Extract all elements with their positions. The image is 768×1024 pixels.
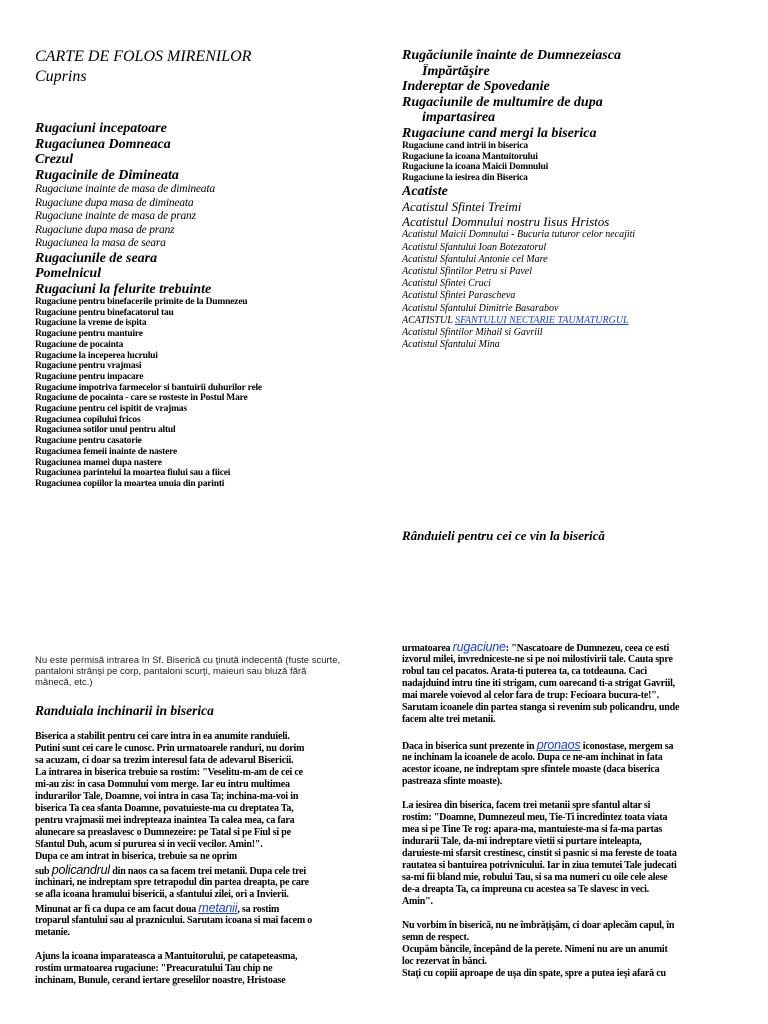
left-toc-item-label: Rugaciune la inceperea lucrului <box>35 350 158 361</box>
right-toc-item-link[interactable]: SFANTULUI NECTARIE TAUMATURGUL <box>455 314 629 326</box>
left-toc-item-label: Rugaciunile de seara <box>35 250 158 266</box>
text-run: urmatoarea <box>402 643 453 654</box>
right-toc-item-label: Acatistul Sfantului Mina <box>402 339 500 351</box>
left-toc-item-label: Rugaciunea copiilor la moartea unuia din parinti <box>35 478 225 489</box>
paragraph-line: Amin". <box>402 896 433 907</box>
left-toc-item-label: Rugaciune pentru cel ispitit de vrajmas <box>35 404 187 415</box>
left-toc-item[interactable] <box>35 383 385 394</box>
paragraph-line: metanie. <box>35 927 70 938</box>
right-toc-item[interactable] <box>402 110 747 126</box>
paragraph-line: alunecare sa preaslavesc o Dumnezeire: pe Tatal si pe Fiul si pe <box>35 827 291 838</box>
left-toc-item[interactable] <box>35 318 385 329</box>
paragraph-line: rostim urmatoarea rugaciune: "Preacuratului Tau chip ne <box>35 963 273 974</box>
left-toc-item[interactable] <box>35 436 385 447</box>
right-paragraph-1 <box>402 640 742 726</box>
paragraph-line: Ocupăm băncile, începând de la perete. Nimeni nu are un anumit <box>402 944 668 955</box>
left-toc-item[interactable] <box>35 458 385 469</box>
paragraph-line: rostim: "Doamne, Dumnezeul meu, Tie-Ti incredintez toata viata <box>402 812 668 823</box>
left-toc-item-label: Rugaciunea Domneaca <box>35 136 171 152</box>
term-policandrul: policandrul <box>51 863 110 877</box>
book-title: CARTE DE FOLOS MIRENILOR <box>35 48 252 65</box>
right-toc-item[interactable] <box>402 339 747 351</box>
paragraph-line: mi-au zis: in casa Domnului vom merge. Iar eu intru multimea <box>35 779 290 790</box>
left-toc-item[interactable] <box>35 404 385 415</box>
paragraph-line: acestor icoane, ne indreptam spre sfintele moaste (daca biserica <box>402 764 660 775</box>
left-toc-item-label: Rugaciune de pocainta <box>35 339 124 350</box>
right-toc-item[interactable] <box>402 173 747 184</box>
right-toc-item-label: Acatistul Sfintilor Mihail si Gavriil <box>402 326 543 338</box>
paragraph-line: sa-mi fii bland mie, robului Tau, si sa ma numeri cu oile cele alese <box>402 872 668 883</box>
left-toc-item-label: Rugaciune de pocainta - care se rosteste in Postul Mare <box>35 393 248 404</box>
right-toc-item[interactable] <box>402 141 747 152</box>
right-paragraph-2 <box>402 738 742 788</box>
right-toc-item-label: Acatistul Sfintilor Petru si Pavel <box>402 265 532 277</box>
paragraph-line: indurarilor Tale, Doamne, voi intra in casa Ta; inchina-ma-voi in <box>35 791 299 802</box>
left-toc <box>35 48 385 490</box>
right-toc-item[interactable] <box>402 266 747 278</box>
left-toc-item-label: Rugaciune dupa masa de pranz <box>35 223 175 236</box>
rugaciune-link[interactable]: rugaciune <box>452 640 506 654</box>
left-toc-list <box>35 121 385 490</box>
right-toc-item-label: Acatistul Sfantului Antonie cel Mare <box>402 253 548 265</box>
left-toc-item[interactable] <box>35 372 385 383</box>
left-toc-item[interactable] <box>35 152 385 168</box>
right-toc-list <box>402 48 747 351</box>
contents-label: Cuprins <box>35 68 87 85</box>
left-toc-item[interactable] <box>35 210 385 224</box>
paragraph-line: izvorul milei, invredniceste-ne si pe noi milostivirii tale. Cauta spre <box>402 654 673 665</box>
left-toc-item[interactable] <box>35 329 385 340</box>
notice-line: mânecă, etc.) <box>35 677 93 688</box>
text-run: Minunat ar fi ca dupa ce am facut doua <box>35 904 199 915</box>
right-toc-item-label: Acatistul Domnului nostru Iisus Hristos <box>402 214 610 230</box>
paragraph-line: rautatea si bantuirea potrivnicului. Iar in ziua temutei Tale judecati <box>402 860 677 871</box>
right-toc-item-label: Acatistul Sfintei Treimi <box>402 199 522 215</box>
left-paragraph-2 <box>35 951 375 987</box>
pronaos-line <box>402 738 742 752</box>
right-toc-item[interactable] <box>402 199 747 214</box>
left-paragraph-1 <box>35 731 375 939</box>
text-run: Daca in biserica sunt prezente in <box>402 741 537 752</box>
paragraph-line: Ajuns la icoana imparateasca a Mantuitorului, pe catapeteasma, <box>35 951 298 962</box>
right-toc-item-label: Acatistul Sfantului Dimitrie Basarabov <box>402 302 559 314</box>
paragraph-line: La intrarea in biserica trebuie sa rostim: "Veselitu-m-am de cei ce <box>35 767 303 778</box>
right-toc-item-label: Acatistul Sfintei Cruci <box>402 278 491 290</box>
left-toc-item-label: Rugaciuni incepatoare <box>35 121 167 136</box>
policandru-line <box>35 863 375 877</box>
left-toc-item-label: Pomelnicul <box>35 266 102 281</box>
left-toc-item-label: Rugaciunea parintelui la moartea fiului sau a fiicei <box>35 468 231 479</box>
paragraph-line: facem alte trei metanii. <box>402 714 496 725</box>
left-body <box>35 655 375 987</box>
left-toc-item-label: Rugaciune pentru vrajmasi <box>35 361 142 372</box>
right-toc-item[interactable] <box>402 48 747 64</box>
right-toc-item[interactable] <box>402 162 747 173</box>
right-toc-item-label: Rugaciune la icoana Mantuitorului <box>402 151 538 162</box>
right-toc-item-label: Rugaciune cand intrii in biserica <box>402 141 528 151</box>
left-toc-item-label: Rugaciune pentru mantuire <box>35 329 143 340</box>
right-toc-item[interactable] <box>402 126 747 142</box>
metanii-line <box>35 901 375 915</box>
left-toc-item-label: Rugaciunea la masa de seara <box>35 237 166 249</box>
text-run: din naos ca sa facem trei metanii. Dupa cele trei <box>109 866 306 877</box>
right-toc-item[interactable] <box>402 290 747 302</box>
left-toc-item[interactable] <box>35 425 385 436</box>
right-toc-item[interactable] <box>402 278 747 290</box>
notice-line: pantaloni strânşi pe corp, pantaloni scurţi, maieuri sau bluză fără <box>35 666 307 677</box>
paragraph-line: loc rezervat în bănci. <box>402 956 487 967</box>
left-toc-item[interactable] <box>35 447 385 458</box>
right-toc-item[interactable] <box>402 229 747 241</box>
metanii-link[interactable]: metanii <box>198 901 238 915</box>
left-toc-item[interactable] <box>35 224 385 238</box>
left-toc-item-label: Rugaciunea sotilor unul pentru altul <box>35 425 176 436</box>
paragraph-line: biserica Ta cea sfanta Doamne, povatuieste-ma cu dreptatea Ta, <box>35 803 294 814</box>
right-paragraph-4 <box>402 920 742 980</box>
left-toc-item[interactable] <box>35 468 385 479</box>
left-toc-item-label: Rugacinile de Dimineata <box>35 167 179 183</box>
left-toc-item[interactable] <box>35 297 385 308</box>
left-toc-item-label: Rugaciune dupa masa de dimineata <box>35 196 194 209</box>
left-toc-item[interactable] <box>35 183 385 197</box>
right-toc-item-label: Rugaciune la iesirea din Biserica <box>402 173 528 184</box>
left-toc-item-label: Rugaciunea copilului fricos <box>35 414 141 425</box>
right-toc-item[interactable] <box>402 242 747 254</box>
rugaciune-line <box>402 640 742 654</box>
paragraph-line: Staţi cu copiii aproape de uşa din spate, spre a putea ieşi afară cu <box>402 968 666 979</box>
right-toc-item-label: Împărtăşire <box>422 63 490 79</box>
paragraph-line: Biserica a stabilit pentru cei care intra in ea anumite randuieli. <box>35 731 290 742</box>
right-toc-item-label: ACATISTUL <box>402 314 456 326</box>
paragraph-line: semn de respect. <box>402 932 469 943</box>
left-toc-item-label: Rugaciune pentru binefacerile primite de la Dumnezeu <box>35 297 248 307</box>
paragraph-line: troparul sfantului sau al praznicului. Sarutam icoana si mai facem o <box>35 915 313 926</box>
right-toc-item-label: Rugaciunile de multumire de dupa <box>402 94 603 110</box>
section-heading: Rânduieli pentru cei ce vin la biserică <box>402 528 605 543</box>
left-toc-item[interactable] <box>35 340 385 351</box>
left-toc-item[interactable] <box>35 237 385 251</box>
left-toc-item-label: Rugaciune pentru casatorie <box>35 436 142 447</box>
left-toc-item-label: Rugaciune la vreme de ispita <box>35 318 147 329</box>
left-toc-item[interactable] <box>35 168 385 184</box>
paragraph-line: se afla icoana hramului bisericii, a sfantului zilei, ori a Invierii. <box>35 889 289 900</box>
notice-line: Nu este permisă intrarea în Sf. Biserică cu ţinută indecentă (fuste scurte, <box>35 655 341 666</box>
text-run: iconostase, mergem sa <box>580 741 674 752</box>
paragraph-line: sa acuzam, ci doar sa trezim interesul fata de adevarul Bisericii. <box>35 755 294 766</box>
paragraph-line: pastreaza sfinte moaste). <box>402 776 503 787</box>
right-toc-item[interactable] <box>402 254 747 266</box>
left-toc-item-label: Rugaciune pentru impacare <box>35 371 144 382</box>
paragraph-line: ne inchinam la icoanele de acolo. Dupa ce ne-am inchinat in fata <box>402 752 663 763</box>
right-toc-item-label: Acatistul Sfantului Ioan Botezatorul <box>402 241 547 253</box>
paragraph-line: robul tau cel pacatos. Arata-ti puterea ta, ca totdeauna. Caci <box>402 666 647 677</box>
paragraph-line: nadajduind intru tine iti strigam, cum oarecand ti-a strigat Gavriil, <box>402 678 675 689</box>
left-toc-item-label: Rugaciune impotriva farmecelor si bantuirii duhurilor rele <box>35 382 262 393</box>
right-toc-item-label: Acatistul Maicii Domnului - Bucuria tuturor celor necajiti <box>402 229 636 241</box>
right-toc-item[interactable] <box>402 303 747 315</box>
right-toc-item-label: impartasirea <box>422 110 496 125</box>
paragraph-line: inchinam, Bunule, cerand iertare greselilor noastre, Hristoase <box>35 975 286 986</box>
text-run: : "Nascatoare de Dumnezeu, ceea ce esti <box>505 643 670 654</box>
left-toc-item[interactable] <box>35 415 385 426</box>
right-toc-item[interactable] <box>402 214 747 229</box>
left-toc-item[interactable] <box>35 393 385 404</box>
right-toc-item-label: Acatistul Sfintei Parascheva <box>402 290 516 302</box>
left-toc-item-label: Rugaciune inainte de masa de dimineata <box>35 183 215 195</box>
paragraph-line: indurarii Tale, da-mi indreptare vietii si purtare inteleapta, <box>402 836 642 847</box>
left-toc-item[interactable] <box>35 479 385 490</box>
text-run: sub <box>35 866 52 877</box>
paragraph-line: de-a dreapta Ta, ca impreuna cu acestea sa Te slavesc in veci. <box>402 884 649 895</box>
left-toc-item-label: Rugaciune inainte de masa de pranz <box>35 210 196 222</box>
right-toc-item[interactable] <box>402 184 747 200</box>
right-body <box>402 640 742 980</box>
paragraph-line: pentru vrajmasii mei indrepteaza inaintea Ta calea mea, ca fara <box>35 815 295 826</box>
paragraph-line: Sfantul Duh, acum si pururea si in vecii vecilor. Amin!". <box>35 839 263 850</box>
left-toc-item-label: Rugaciuni la felurite trebuinte <box>35 281 212 297</box>
left-toc-item-label: Crezul <box>35 152 74 167</box>
left-toc-item[interactable] <box>35 308 385 319</box>
left-toc-item[interactable] <box>35 351 385 362</box>
left-toc-item[interactable] <box>35 282 385 298</box>
right-toc-item-label: Rugaciune cand mergi la biserica <box>402 125 597 141</box>
left-toc-item[interactable] <box>35 137 385 153</box>
paragraph-line: inchinari, ne indreptam spre tetrapodul din partea dreapta, pe care <box>35 877 309 888</box>
right-toc-item-label: Rugaciune la icoana Maicii Domnului <box>402 162 549 173</box>
right-paragraph-3 <box>402 800 742 908</box>
pronaos-link[interactable]: pronaos <box>536 738 581 752</box>
right-toc-item[interactable] <box>402 315 747 327</box>
left-toc-item[interactable] <box>35 266 385 282</box>
left-body-heading: Randuiala inchinarii in biserica <box>35 703 214 718</box>
paragraph-line: Nu vorbim în biserică, nu ne îmbrăţişăm, ci doar aplecăm capul, în <box>402 920 675 931</box>
paragraph-line: Dupa ce am intrat in biserica, trebuie sa ne oprim <box>35 851 238 862</box>
right-toc-item-label: Acatiste <box>402 183 448 199</box>
right-toc-item-label: Indereptar de Spovedanie <box>402 79 550 94</box>
left-toc-item[interactable] <box>35 251 385 267</box>
right-toc-item[interactable] <box>402 327 747 339</box>
right-toc-item-label: Rugăciunile înainte de Dumnezeiasca <box>402 48 621 63</box>
dress-code-notice <box>35 655 375 688</box>
right-toc-item[interactable] <box>402 152 747 163</box>
paragraph-line: mai marele voievod al celor fara de trup: Fecioara bucura-te!". <box>402 690 659 701</box>
left-toc-item[interactable] <box>35 121 385 137</box>
paragraph-line: Putini sunt cei care le cunosc. Prin urmatoarele randuri, nu dorim <box>35 743 305 754</box>
left-toc-item-label: Rugaciunea mamei dupa nastere <box>35 457 162 468</box>
right-toc-item[interactable] <box>402 95 747 111</box>
paragraph-line: La iesirea din biserica, facem trei metanii spre sfantul altar si <box>402 800 651 811</box>
left-toc-item-label: Rugaciune pentru binefacatorul tau <box>35 307 174 318</box>
left-toc-item[interactable] <box>35 361 385 372</box>
right-toc <box>402 48 747 351</box>
text-run: , sa rostim <box>237 904 280 915</box>
paragraph-line: Sarutam icoanele din partea stanga si revenim sub policandru, unde <box>402 702 680 713</box>
left-toc-item[interactable] <box>35 197 385 211</box>
left-toc-item-label: Rugaciunea femeii inainte de nastere <box>35 446 177 457</box>
right-toc-item[interactable] <box>402 64 747 80</box>
paragraph-line: mea si pe Tine Te rog: apara-ma, mantuieste-ma si fa-ma partas <box>402 824 663 835</box>
right-toc-item[interactable] <box>402 79 747 95</box>
paragraph-line: daruieste-mi sfarsit crestinesc, cinstit si pasnic si ma fereste de toata <box>402 848 677 859</box>
